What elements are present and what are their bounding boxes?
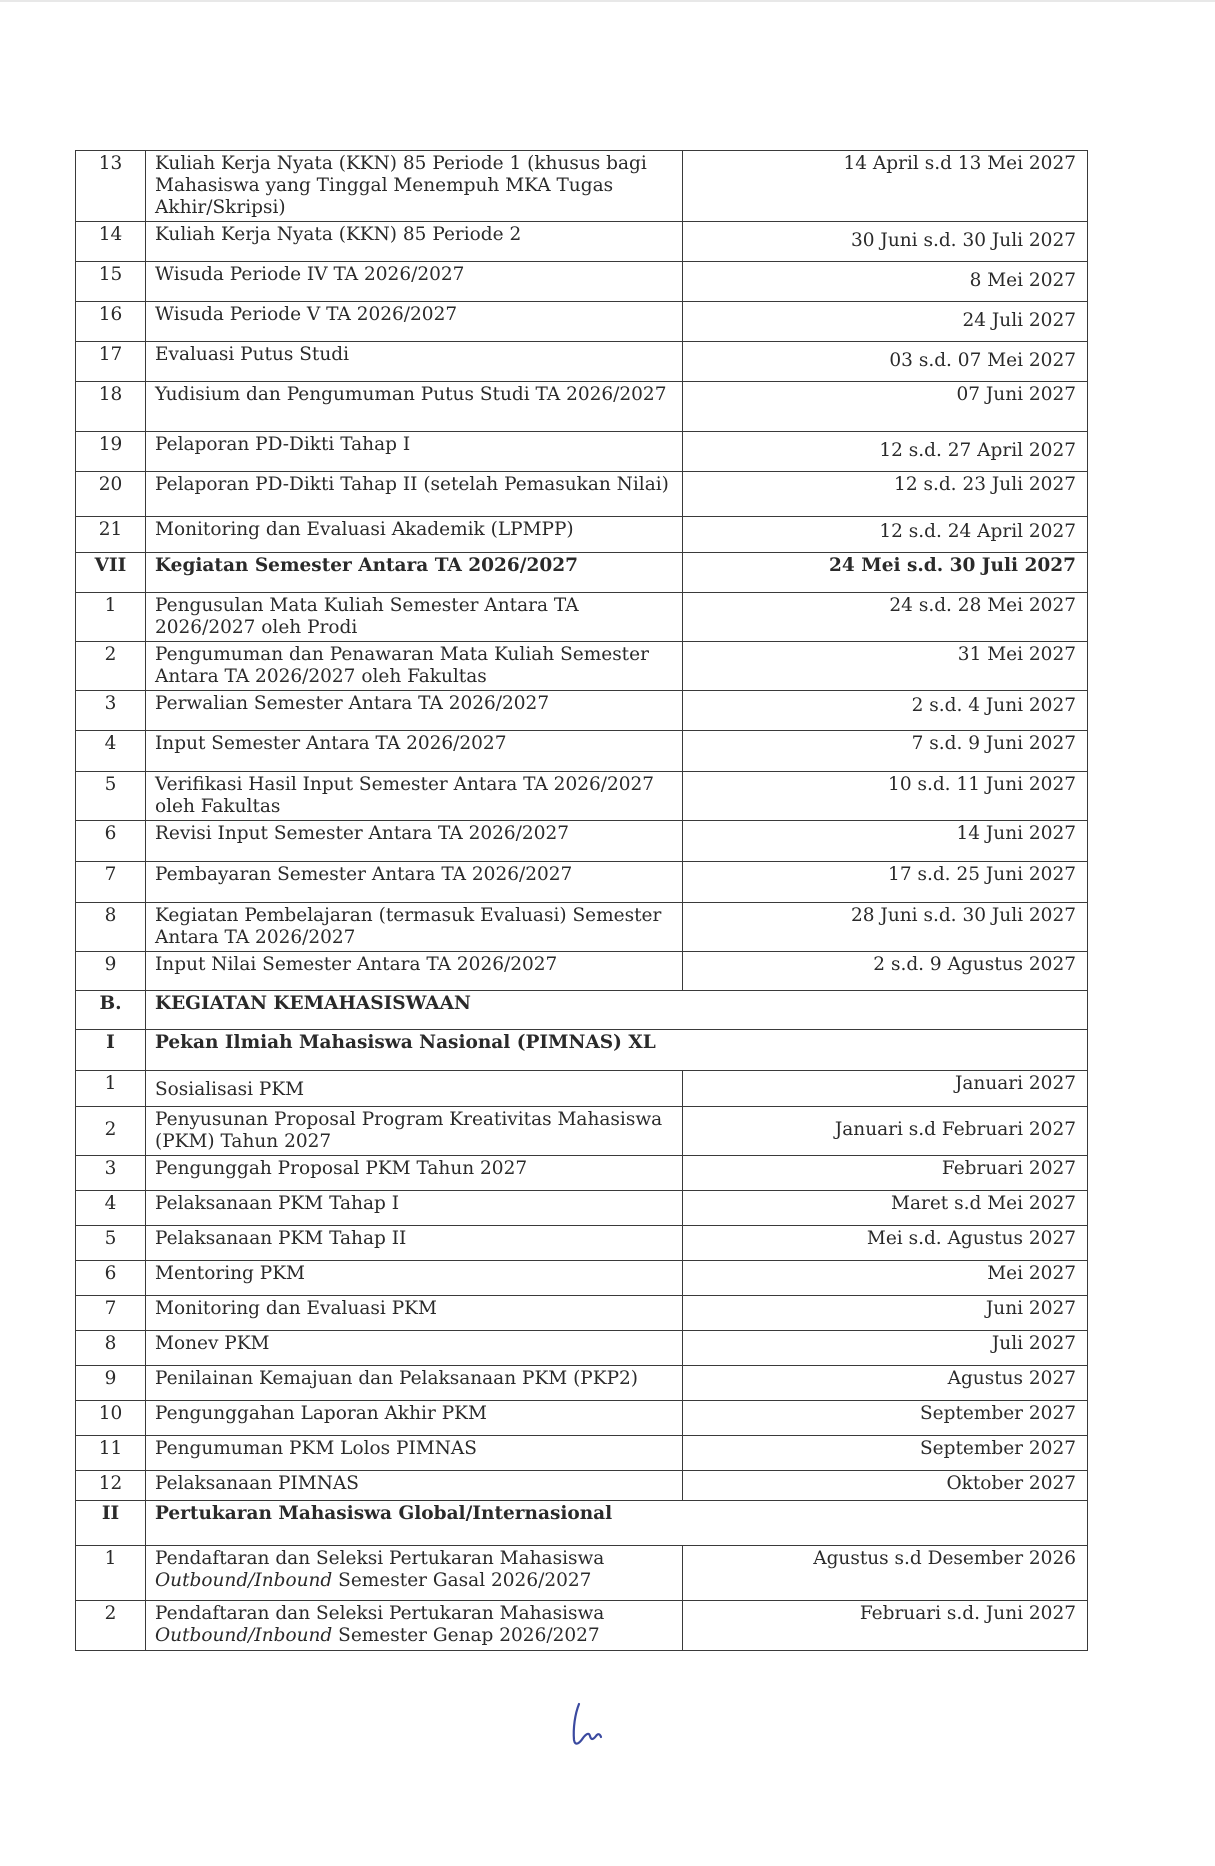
activity-description: Wisuda Periode V TA 2026/2027 bbox=[146, 302, 683, 342]
table-row bbox=[76, 862, 1088, 903]
schedule-date: Maret s.d Mei 2027 bbox=[683, 1191, 1088, 1226]
row-number: 6 bbox=[76, 821, 146, 862]
activity-description: Evaluasi Putus Studi bbox=[146, 342, 683, 382]
schedule-date: September 2027 bbox=[683, 1436, 1088, 1471]
schedule-date: Februari s.d. Juni 2027 bbox=[683, 1601, 1088, 1651]
row-number: 15 bbox=[76, 262, 146, 302]
italic-term: Outbound/Inbound bbox=[155, 1570, 333, 1591]
activity-description: Revisi Input Semester Antara TA 2026/2027 bbox=[146, 821, 683, 862]
table-row bbox=[76, 472, 1088, 517]
row-number: 13 bbox=[76, 151, 146, 222]
activity-description: Pengunggah Proposal PKM Tahun 2027 bbox=[146, 1156, 683, 1191]
table-row bbox=[76, 151, 1088, 222]
table-row bbox=[76, 1296, 1088, 1331]
row-number: 19 bbox=[76, 432, 146, 472]
schedule-date: 14 Juni 2027 bbox=[683, 821, 1088, 862]
table-row bbox=[76, 772, 1088, 821]
schedule-date: 7 s.d. 9 Juni 2027 bbox=[683, 731, 1088, 772]
activity-description bbox=[146, 1601, 683, 1651]
activity-text: Pendaftaran dan Seleksi Pertukaran Mahasiswa bbox=[155, 1603, 605, 1624]
activity-description: Pengumuman dan Penawaran Mata Kuliah Semester Antara TA 2026/2027 oleh Fakultas bbox=[146, 642, 683, 691]
schedule-date: 24 Juli 2027 bbox=[683, 302, 1088, 342]
activity-text: Semester Gasal 2026/2027 bbox=[332, 1570, 592, 1591]
table-row bbox=[76, 1226, 1088, 1261]
activity-description: Kuliah Kerja Nyata (KKN) 85 Periode 2 bbox=[146, 222, 683, 262]
row-number: 1 bbox=[76, 593, 146, 642]
schedule-date: 07 Juni 2027 bbox=[683, 382, 1088, 432]
activity-description: Verifikasi Hasil Input Semester Antara TA 2026/2027 oleh Fakultas bbox=[146, 772, 683, 821]
table-row bbox=[76, 1071, 1088, 1107]
table-row bbox=[76, 517, 1088, 553]
table-row bbox=[76, 222, 1088, 262]
schedule-date: Mei 2027 bbox=[683, 1261, 1088, 1296]
table-row bbox=[76, 691, 1088, 731]
row-number: 5 bbox=[76, 772, 146, 821]
activity-description bbox=[146, 1546, 683, 1601]
italic-term: Outbound/Inbound bbox=[155, 1625, 333, 1646]
schedule-date: 28 Juni s.d. 30 Juli 2027 bbox=[683, 903, 1088, 952]
section-header-row bbox=[76, 1501, 1088, 1546]
activity-description: Input Nilai Semester Antara TA 2026/2027 bbox=[146, 952, 683, 991]
row-number: 8 bbox=[76, 903, 146, 952]
row-number: 1 bbox=[76, 1546, 146, 1601]
row-number: 2 bbox=[76, 642, 146, 691]
table-row bbox=[76, 1471, 1088, 1501]
activity-description: Kegiatan Semester Antara TA 2026/2027 bbox=[146, 553, 683, 593]
activity-description: KEGIATAN KEMAHASISWAAN bbox=[146, 991, 1088, 1030]
row-number: 4 bbox=[76, 731, 146, 772]
row-number: 21 bbox=[76, 517, 146, 553]
schedule-date: 03 s.d. 07 Mei 2027 bbox=[683, 342, 1088, 382]
schedule-date: 12 s.d. 24 April 2027 bbox=[683, 517, 1088, 553]
activity-description: Pelaksanaan PKM Tahap I bbox=[146, 1191, 683, 1226]
signature-icon bbox=[565, 1700, 625, 1750]
row-number: 3 bbox=[76, 691, 146, 731]
table-row bbox=[76, 903, 1088, 952]
table-row bbox=[76, 1546, 1088, 1601]
activity-text: Pendaftaran dan Seleksi Pertukaran Mahasiswa bbox=[155, 1548, 605, 1569]
schedule-date: 24 s.d. 28 Mei 2027 bbox=[683, 593, 1088, 642]
row-number: 7 bbox=[76, 862, 146, 903]
activity-description: Pelaporan PD-Dikti Tahap I bbox=[146, 432, 683, 472]
table-row bbox=[76, 1401, 1088, 1436]
table-row bbox=[76, 342, 1088, 382]
schedule-date: September 2027 bbox=[683, 1401, 1088, 1436]
activity-description: Pekan Ilmiah Mahasiswa Nasional (PIMNAS) XL bbox=[146, 1030, 1088, 1071]
row-number: 14 bbox=[76, 222, 146, 262]
row-number: 9 bbox=[76, 952, 146, 991]
schedule-date: Juni 2027 bbox=[683, 1296, 1088, 1331]
activity-description: Kegiatan Pembelajaran (termasuk Evaluasi) Semester Antara TA 2026/2027 bbox=[146, 903, 683, 952]
row-number: 2 bbox=[76, 1107, 146, 1156]
schedule-date: Januari 2027 bbox=[683, 1071, 1088, 1107]
table-row bbox=[76, 1331, 1088, 1366]
row-number: 9 bbox=[76, 1366, 146, 1401]
activity-description: Input Semester Antara TA 2026/2027 bbox=[146, 731, 683, 772]
table-row bbox=[76, 262, 1088, 302]
schedule-date: 14 April s.d 13 Mei 2027 bbox=[683, 151, 1088, 222]
schedule-date: 17 s.d. 25 Juni 2027 bbox=[683, 862, 1088, 903]
row-number: 11 bbox=[76, 1436, 146, 1471]
schedule-date: 10 s.d. 11 Juni 2027 bbox=[683, 772, 1088, 821]
table-row bbox=[76, 1601, 1088, 1651]
table-row bbox=[76, 952, 1088, 991]
row-number: VII bbox=[76, 553, 146, 593]
row-number: 16 bbox=[76, 302, 146, 342]
row-number: 12 bbox=[76, 1471, 146, 1501]
schedule-date: 12 s.d. 27 April 2027 bbox=[683, 432, 1088, 472]
row-number: 3 bbox=[76, 1156, 146, 1191]
row-number: 2 bbox=[76, 1601, 146, 1651]
schedule-date: Juli 2027 bbox=[683, 1331, 1088, 1366]
activity-description: Sosialisasi PKM bbox=[146, 1071, 683, 1107]
page-top-edge bbox=[0, 0, 1215, 2]
schedule-date: Februari 2027 bbox=[683, 1156, 1088, 1191]
schedule-date: 2 s.d. 4 Juni 2027 bbox=[683, 691, 1088, 731]
activity-description: Perwalian Semester Antara TA 2026/2027 bbox=[146, 691, 683, 731]
activity-description: Pelaksanaan PKM Tahap II bbox=[146, 1226, 683, 1261]
schedule-date: 12 s.d. 23 Juli 2027 bbox=[683, 472, 1088, 517]
row-number: 10 bbox=[76, 1401, 146, 1436]
activity-description: Pelaksanaan PIMNAS bbox=[146, 1471, 683, 1501]
schedule-date: Agustus 2027 bbox=[683, 1366, 1088, 1401]
activity-description: Penyusunan Proposal Program Kreativitas Mahasiswa (PKM) Tahun 2027 bbox=[146, 1107, 683, 1156]
table-row bbox=[76, 593, 1088, 642]
section-header-row bbox=[76, 991, 1088, 1030]
activity-description: Pertukaran Mahasiswa Global/Internasional bbox=[146, 1501, 1088, 1546]
row-number: 7 bbox=[76, 1296, 146, 1331]
row-number: 1 bbox=[76, 1071, 146, 1107]
activity-description: Monitoring dan Evaluasi PKM bbox=[146, 1296, 683, 1331]
schedule-table-body bbox=[76, 151, 1088, 1651]
table-row bbox=[76, 432, 1088, 472]
table-row bbox=[76, 1191, 1088, 1226]
activity-description: Pengunggahan Laporan Akhir PKM bbox=[146, 1401, 683, 1436]
activity-description: Monev PKM bbox=[146, 1331, 683, 1366]
schedule-date: 8 Mei 2027 bbox=[683, 262, 1088, 302]
row-number: 4 bbox=[76, 1191, 146, 1226]
activity-text: Semester Genap 2026/2027 bbox=[332, 1625, 600, 1646]
row-number: 18 bbox=[76, 382, 146, 432]
activity-description: Kuliah Kerja Nyata (KKN) 85 Periode 1 (khusus bagi Mahasiswa yang Tinggal Menempuh MKA Tugas Akhir/Skripsi) bbox=[146, 151, 683, 222]
row-number: 17 bbox=[76, 342, 146, 382]
schedule-table bbox=[75, 150, 1088, 1651]
table-row bbox=[76, 821, 1088, 862]
schedule-date: Januari s.d Februari 2027 bbox=[683, 1107, 1088, 1156]
table-row bbox=[76, 1436, 1088, 1471]
activity-description: Monitoring dan Evaluasi Akademik (LPMPP) bbox=[146, 517, 683, 553]
table-row bbox=[76, 642, 1088, 691]
schedule-date: 24 Mei s.d. 30 Juli 2027 bbox=[683, 553, 1088, 593]
row-number: I bbox=[76, 1030, 146, 1071]
schedule-date: Mei s.d. Agustus 2027 bbox=[683, 1226, 1088, 1261]
activity-description: Penilainan Kemajuan dan Pelaksanaan PKM (PKP2) bbox=[146, 1366, 683, 1401]
activity-description: Pelaporan PD-Dikti Tahap II (setelah Pemasukan Nilai) bbox=[146, 472, 683, 517]
schedule-date: 2 s.d. 9 Agustus 2027 bbox=[683, 952, 1088, 991]
activity-description: Pengumuman PKM Lolos PIMNAS bbox=[146, 1436, 683, 1471]
activity-description: Wisuda Periode IV TA 2026/2027 bbox=[146, 262, 683, 302]
row-number: 20 bbox=[76, 472, 146, 517]
row-number: 6 bbox=[76, 1261, 146, 1296]
table-row bbox=[76, 731, 1088, 772]
table-row bbox=[76, 1366, 1088, 1401]
table-row bbox=[76, 1261, 1088, 1296]
table-row bbox=[76, 382, 1088, 432]
schedule-date: Oktober 2027 bbox=[683, 1471, 1088, 1501]
schedule-date: Agustus s.d Desember 2026 bbox=[683, 1546, 1088, 1601]
row-number: II bbox=[76, 1501, 146, 1546]
schedule-date: 30 Juni s.d. 30 Juli 2027 bbox=[683, 222, 1088, 262]
row-number: 5 bbox=[76, 1226, 146, 1261]
activity-description: Yudisium dan Pengumuman Putus Studi TA 2026/2027 bbox=[146, 382, 683, 432]
table-row bbox=[76, 302, 1088, 342]
activity-description: Mentoring PKM bbox=[146, 1261, 683, 1296]
table-row bbox=[76, 1107, 1088, 1156]
schedule-date: 31 Mei 2027 bbox=[683, 642, 1088, 691]
row-number: 8 bbox=[76, 1331, 146, 1366]
table-row bbox=[76, 553, 1088, 593]
activity-description: Pembayaran Semester Antara TA 2026/2027 bbox=[146, 862, 683, 903]
table-row bbox=[76, 1156, 1088, 1191]
row-number: B. bbox=[76, 991, 146, 1030]
section-header-row bbox=[76, 1030, 1088, 1071]
activity-description: Pengusulan Mata Kuliah Semester Antara TA 2026/2027 oleh Prodi bbox=[146, 593, 683, 642]
